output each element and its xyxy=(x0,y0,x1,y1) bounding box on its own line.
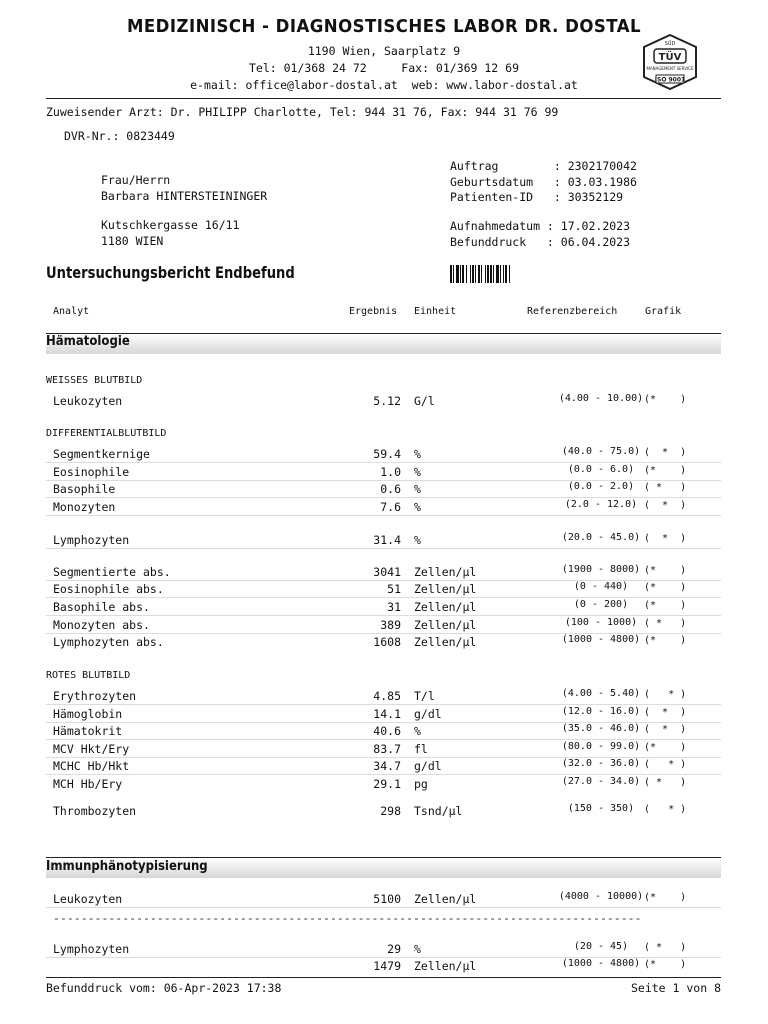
result-unit: % xyxy=(414,482,421,496)
result-unit: fl xyxy=(414,742,428,756)
result-unit: % xyxy=(414,500,421,514)
table-row xyxy=(46,776,721,793)
reference-range: (4000 - 10000) xyxy=(558,891,644,902)
dashed-separator: ------------------------------------------------------------------------------------- xyxy=(53,911,642,925)
order-number: Auftrag : 2302170042 xyxy=(450,159,637,173)
result-unit: % xyxy=(414,447,421,461)
result-value: 40.6 xyxy=(373,724,401,738)
table-row xyxy=(46,758,721,775)
reference-range: (0.0 - 6.0) xyxy=(567,464,635,475)
table-row xyxy=(46,446,721,463)
col-ergebnis: Ergebnis xyxy=(349,306,398,317)
result-unit: pg xyxy=(414,777,428,791)
table-row xyxy=(46,532,721,549)
analyt-name: Hämatokrit xyxy=(53,724,123,738)
result-graphic: ( * ) xyxy=(644,482,687,493)
result-graphic: ( * ) xyxy=(644,533,687,544)
reference-range: (0 - 200) xyxy=(573,599,629,610)
result-graphic: (* ) xyxy=(644,600,687,611)
result-value: 31.4 xyxy=(373,533,401,547)
result-value: 4.85 xyxy=(373,689,401,703)
row-divider xyxy=(46,774,721,775)
result-value: 51 xyxy=(387,582,401,596)
row-divider xyxy=(46,615,721,616)
result-unit: Zellen/µl xyxy=(414,959,477,973)
row-divider xyxy=(46,704,721,705)
result-value: 29.1 xyxy=(373,777,401,791)
result-unit: % xyxy=(414,942,421,956)
analyt-name: MCH Hb/Ery xyxy=(53,777,123,791)
analyt-name: Eosinophile xyxy=(53,465,130,479)
analyt-name: Lymphozyten xyxy=(53,533,130,547)
table-row xyxy=(46,581,721,598)
result-unit: T/l xyxy=(414,689,435,703)
section-immunphaenotypisierung: Immunphänotypisierung xyxy=(46,859,208,874)
result-graphic: (* ) xyxy=(644,892,687,903)
reference-range: (20 - 45) xyxy=(573,941,629,952)
tuv-iso-logo xyxy=(636,33,704,91)
section-haematologie: Hämatologie xyxy=(46,334,130,349)
result-value: 7.6 xyxy=(380,500,401,514)
table-row xyxy=(46,706,721,723)
result-value: 29 xyxy=(387,942,401,956)
reference-range: (80.0 - 99.0) xyxy=(561,741,641,752)
analyt-name: Monozyten abs. xyxy=(53,618,150,632)
print-date: Befunddruck : 06.04.2023 xyxy=(450,235,631,249)
table-row xyxy=(46,634,721,651)
result-unit: Zellen/µl xyxy=(414,635,477,649)
table-row xyxy=(46,891,721,908)
lab-name: MEDIZINISCH - DIAGNOSTISCHES LABOR DR. DOSTAL xyxy=(126,16,642,37)
group-weisses-blutbild: WEISSES BLUTBILD xyxy=(46,375,143,386)
col-analyt: Analyt xyxy=(53,306,90,317)
reference-range: (27.0 - 34.0) xyxy=(561,776,641,787)
result-graphic: ( * ) xyxy=(644,804,687,815)
table-row xyxy=(46,599,721,616)
row-divider xyxy=(46,497,721,498)
result-value: 5.12 xyxy=(373,394,401,408)
lab-phone: Tel: 01/368 24 72 Fax: 01/369 12 69 xyxy=(248,61,520,75)
analyt-name: Lymphozyten xyxy=(53,942,130,956)
result-graphic: (* ) xyxy=(644,959,687,970)
analyt-name: Basophile abs. xyxy=(53,600,150,614)
reference-range: (40.0 - 75.0) xyxy=(561,446,641,457)
result-graphic: (* ) xyxy=(644,742,687,753)
result-graphic: ( * ) xyxy=(644,724,687,735)
row-divider xyxy=(46,515,721,516)
table-row xyxy=(46,617,721,634)
result-graphic: ( * ) xyxy=(644,618,687,629)
svg-text:SÜD: SÜD xyxy=(664,41,676,47)
analyt-name: Thrombozyten xyxy=(53,804,137,818)
analyt-name: Eosinophile abs. xyxy=(53,582,164,596)
table-row xyxy=(46,958,721,975)
result-value: 59.4 xyxy=(373,447,401,461)
svg-text:ISO 9001: ISO 9001 xyxy=(654,76,686,84)
reference-range: (20.0 - 45.0) xyxy=(561,532,641,543)
reference-range: (150 - 350) xyxy=(567,803,635,814)
reference-range: (4.00 - 5.40) xyxy=(561,688,641,699)
col-referenz: Referenzbereich xyxy=(527,306,618,317)
table-row xyxy=(46,464,721,481)
result-value: 31 xyxy=(387,600,401,614)
header-divider xyxy=(46,98,721,99)
result-value: 5100 xyxy=(373,892,401,906)
patient-street: Kutschkergasse 16/11 xyxy=(101,218,240,232)
birth-date: Geburtsdatum : 03.03.1986 xyxy=(450,175,637,189)
result-unit: Tsnd/µl xyxy=(414,804,463,818)
result-graphic: ( * ) xyxy=(644,500,687,511)
table-row xyxy=(46,941,721,958)
result-value: 0.6 xyxy=(380,482,401,496)
lab-contact: e-mail: office@labor-dostal.at web: www.labor-dostal.at xyxy=(190,78,578,92)
table-row xyxy=(46,481,721,498)
reference-range: (0 - 440) xyxy=(573,581,629,592)
result-graphic: ( * ) xyxy=(644,942,687,953)
result-unit: Zellen/µl xyxy=(414,565,477,579)
result-unit: Zellen/µl xyxy=(414,892,477,906)
analyt-name: Leukozyten xyxy=(53,892,123,906)
result-value: 1479 xyxy=(373,959,401,973)
patient-id: Patienten-ID : 30352129 xyxy=(450,190,624,204)
table-row xyxy=(46,393,721,410)
result-graphic: (* ) xyxy=(644,465,687,476)
result-unit: g/dl xyxy=(414,759,442,773)
result-value: 298 xyxy=(380,804,401,818)
result-value: 1608 xyxy=(373,635,401,649)
reference-range: (2.0 - 12.0) xyxy=(564,499,638,510)
group-rotes-blutbild: ROTES BLUTBILD xyxy=(46,670,131,681)
result-graphic: (* ) xyxy=(644,635,687,646)
dvr-number: DVR-Nr.: 0823449 xyxy=(64,129,175,143)
result-graphic: ( * ) xyxy=(644,707,687,718)
result-value: 14.1 xyxy=(373,707,401,721)
reference-range: (35.0 - 46.0) xyxy=(561,723,641,734)
result-value: 1.0 xyxy=(380,465,401,479)
row-divider xyxy=(46,462,721,463)
result-unit: g/dl xyxy=(414,707,442,721)
analyt-name: Monozyten xyxy=(53,500,116,514)
reference-range: (4.00 - 10.00) xyxy=(558,393,644,404)
admission-date: Aufnahmedatum : 17.02.2023 xyxy=(450,219,631,233)
result-graphic: (* ) xyxy=(644,582,687,593)
result-graphic: (* ) xyxy=(644,394,687,405)
table-row xyxy=(46,564,721,581)
result-graphic: ( * ) xyxy=(644,689,687,700)
col-grafik: Grafik xyxy=(645,306,682,317)
result-value: 34.7 xyxy=(373,759,401,773)
result-graphic: ( * ) xyxy=(644,759,687,770)
row-divider xyxy=(46,739,721,740)
patient-name: Barbara HINTERSTEININGER xyxy=(101,189,268,203)
result-unit: % xyxy=(414,724,421,738)
result-value: 83.7 xyxy=(373,742,401,756)
result-unit: Zellen/µl xyxy=(414,618,477,632)
footer-divider xyxy=(46,977,721,978)
group-differentialblutbild: DIFFERENTIALBLUTBILD xyxy=(46,428,167,439)
analyt-name: Erythrozyten xyxy=(53,689,137,703)
svg-text:MANAGEMENT SERVICE: MANAGEMENT SERVICE xyxy=(646,66,694,71)
table-row xyxy=(46,741,721,758)
result-graphic: ( * ) xyxy=(644,447,687,458)
footer-page-number: Seite 1 von 8 xyxy=(630,981,721,995)
result-unit: Zellen/µl xyxy=(414,600,477,614)
result-graphic: (* ) xyxy=(644,565,687,576)
report-title: Untersuchungsbericht Endbefund xyxy=(46,263,295,282)
analyt-name: Basophile xyxy=(53,482,116,496)
reference-range: (12.0 - 16.0) xyxy=(561,706,641,717)
table-row xyxy=(46,803,721,820)
result-unit: G/l xyxy=(414,394,435,408)
result-graphic: ( * ) xyxy=(644,777,687,788)
analyt-name: Hämoglobin xyxy=(53,707,123,721)
analyt-name: Segmentierte abs. xyxy=(53,565,171,579)
reference-range: (100 - 1000) xyxy=(564,617,638,628)
table-row xyxy=(46,499,721,516)
reference-range: (32.0 - 36.0) xyxy=(561,758,641,769)
result-unit: Zellen/µl xyxy=(414,582,477,596)
col-einheit: Einheit xyxy=(414,306,457,317)
table-row xyxy=(46,723,721,740)
lab-address: 1190 Wien, Saarplatz 9 xyxy=(307,44,461,58)
row-divider xyxy=(46,907,721,908)
reference-range: (1000 - 4800) xyxy=(561,634,641,645)
analyt-name: Segmentkernige xyxy=(53,447,150,461)
reference-range: (0.0 - 2.0) xyxy=(567,481,635,492)
table-row xyxy=(46,688,721,705)
reference-range: (1000 - 4800) xyxy=(561,958,641,969)
result-value: 389 xyxy=(380,618,401,632)
row-divider xyxy=(46,597,721,598)
result-unit: % xyxy=(414,465,421,479)
analyt-name: Leukozyten xyxy=(53,394,123,408)
svg-text:TÜV: TÜV xyxy=(658,52,682,63)
analyt-name: Lymphozyten abs. xyxy=(53,635,164,649)
row-divider xyxy=(46,548,721,549)
analyt-name: MCHC Hb/Hkt xyxy=(53,759,130,773)
referring-physician: Zuweisender Arzt: Dr. PHILIPP Charlotte, Tel: 944 31 76, Fax: 944 31 76 99 xyxy=(46,105,559,119)
result-value: 3041 xyxy=(373,565,401,579)
reference-range: (1900 - 8000) xyxy=(561,564,641,575)
patient-salutation: Frau/Herrn xyxy=(101,173,171,187)
patient-city: 1180 WIEN xyxy=(101,234,164,248)
analyt-name: MCV Hkt/Ery xyxy=(53,742,130,756)
footer-print-timestamp: Befunddruck vom: 06-Apr-2023 17:38 xyxy=(46,981,282,995)
result-unit: % xyxy=(414,533,421,547)
barcode xyxy=(450,265,534,283)
section-bar-haematologie xyxy=(46,333,721,354)
